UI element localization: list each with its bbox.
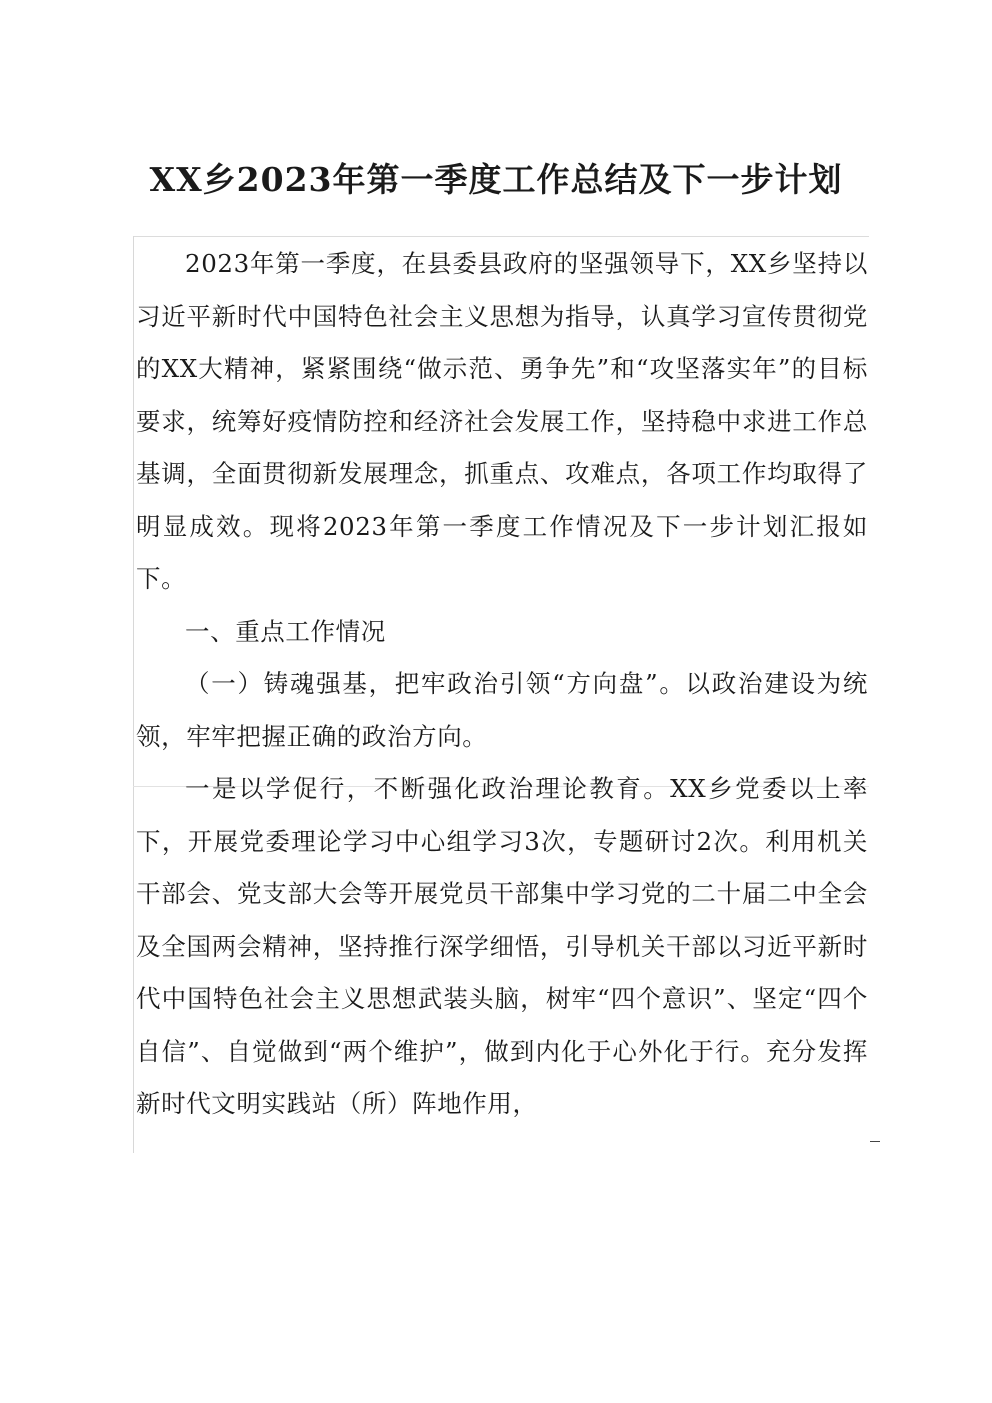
intro-paragraph: 2023年第一季度，在县委县政府的坚强领导下，XX乡坚持以习近平新时代中国特色社会主义思想为指导，认真学习宣传贯彻党的XX大精神，紧紧围绕“做示范、勇争先”和“攻坚落实年”的目标要求，统筹好疫情防控和经济社会发展工作，坚持稳中求进工作总基调，全面贯彻新发展理念，抓重点、攻难点，各项工作均取得了明显成效。现将2023年第一季度工作情况及下一步计划汇报如下。 <box>136 249 868 593</box>
page-frame-left-line <box>133 236 134 1153</box>
body-paragraph: 一是以学促行，不断强化政治理论教育。XX乡党委以上率下，开展党委理论学习中心组学习3次，专题研讨2次。利用机关干部会、党支部大会等开展党员干部集中学习党的二十届二中全会及全国两会精神，坚持推行深学细悟，引导机关干部以习近平新时代中国特色社会主义思想武装头脑，树牢“四个意识”、坚定“四个自信”、自觉做到“两个维护”，做到内化于心外化于行。充分发挥新时代文明实践站（所）阵地作用， <box>136 774 868 1118</box>
page-frame-top-line <box>133 236 869 237</box>
document-body <box>136 238 868 1131</box>
document-title: XX乡2023年第一季度工作总结及下一步计划 <box>149 160 843 199</box>
section-heading: 一、重点工作情况 <box>185 616 386 646</box>
subsection-heading: （一）铸魂强基，把牢政治引领“方向盘”。以政治建设为统领，牢牢把握正确的政治方向。 <box>136 669 868 751</box>
text-continuation-mark <box>870 1141 880 1142</box>
